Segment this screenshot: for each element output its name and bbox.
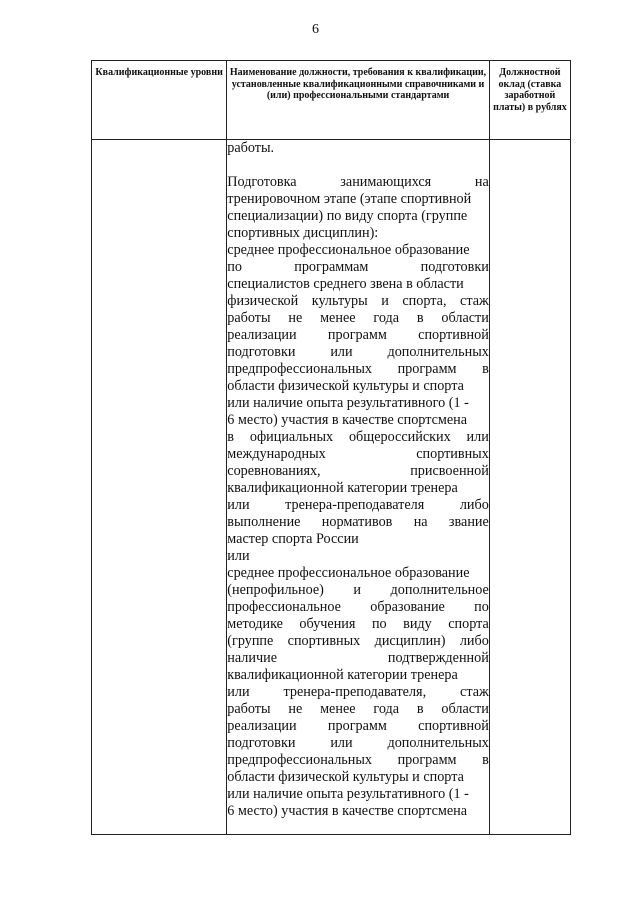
requirements-line: области физической культуры и спорта bbox=[227, 378, 464, 394]
requirements-line: 6 место) участия в качестве спортсмена bbox=[227, 803, 468, 819]
requirements-line: реализации программ спортивной bbox=[227, 327, 489, 343]
requirements-line: методике обучения по виду спорта bbox=[227, 616, 489, 632]
requirements-line: квалификационной категории тренера bbox=[227, 480, 458, 496]
requirements-line: Подготовка занимающихся на bbox=[227, 174, 489, 190]
header-qualification-levels: Квалификационные уровни bbox=[92, 61, 227, 140]
requirements-line: предпрофессиональных программ в bbox=[227, 361, 489, 377]
requirements-line: или тренера-преподавателя, стаж bbox=[227, 684, 489, 700]
requirements-line: области физической культуры и спорта bbox=[227, 769, 464, 785]
requirements-line: мастер спорта России bbox=[227, 531, 359, 547]
requirements-line: или тренера-преподавателя либо bbox=[227, 497, 489, 513]
requirements-line: или bbox=[227, 548, 250, 564]
requirements-line: тренировочном этапе (этапе спортивной bbox=[227, 191, 472, 207]
requirements-line: выполнение нормативов на звание bbox=[227, 514, 489, 530]
qualification-table bbox=[91, 60, 571, 835]
qualification-level-cell bbox=[92, 140, 227, 835]
requirements-line: или наличие опыта результативного (1 - bbox=[227, 786, 469, 802]
page-number: 6 bbox=[312, 22, 319, 37]
requirements-line: среднее профессиональное образование bbox=[227, 565, 470, 581]
requirements-line: специализации) по виду спорта (группе bbox=[227, 208, 468, 224]
table-header-row bbox=[92, 61, 571, 140]
requirements-line: специалистов среднего звена в области bbox=[227, 276, 464, 292]
requirements-line: 6 место) участия в качестве спортсмена bbox=[227, 412, 468, 428]
requirements-line: наличие подтвержденной bbox=[227, 650, 489, 666]
requirements-line: подготовки или дополнительных bbox=[227, 735, 489, 751]
requirements-cell bbox=[227, 140, 490, 835]
requirements-line bbox=[227, 157, 489, 174]
requirements-line: физической культуры и спорта, стаж bbox=[227, 293, 489, 309]
header-salary: Должностной оклад (ставка заработной платы) в рублях bbox=[489, 61, 570, 140]
requirements-line: соревнованиях, присвоенной bbox=[227, 463, 489, 479]
requirements-line: работы. bbox=[227, 140, 275, 156]
header-position-requirements: Наименование должности, требования к квалификации, установленные квалификационными справочниками и (или) профессиональными стандартами bbox=[227, 61, 490, 140]
requirements-line: международных спортивных bbox=[227, 446, 489, 462]
table-row bbox=[92, 140, 571, 835]
requirements-line: профессиональное образование по bbox=[227, 599, 489, 615]
requirements-line: реализации программ спортивной bbox=[227, 718, 489, 734]
requirements-line: среднее профессиональное образование bbox=[227, 242, 470, 258]
requirements-line: квалификационной категории тренера bbox=[227, 667, 458, 683]
requirements-line: или наличие опыта результативного (1 - bbox=[227, 395, 469, 411]
requirements-line: работы не менее года в области bbox=[227, 701, 489, 717]
requirements-line: подготовки или дополнительных bbox=[227, 344, 489, 360]
requirements-line: (группе спортивных дисциплин) либо bbox=[227, 633, 489, 649]
requirements-line: предпрофессиональных программ в bbox=[227, 752, 489, 768]
requirements-line: по программам подготовки bbox=[227, 259, 489, 275]
requirements-line: работы не менее года в области bbox=[227, 310, 489, 326]
requirements-line: (непрофильное) и дополнительное bbox=[227, 582, 489, 598]
requirements-line: в официальных общероссийских или bbox=[227, 429, 489, 445]
requirements-line: спортивных дисциплин): bbox=[227, 225, 379, 241]
salary-cell bbox=[489, 140, 570, 835]
